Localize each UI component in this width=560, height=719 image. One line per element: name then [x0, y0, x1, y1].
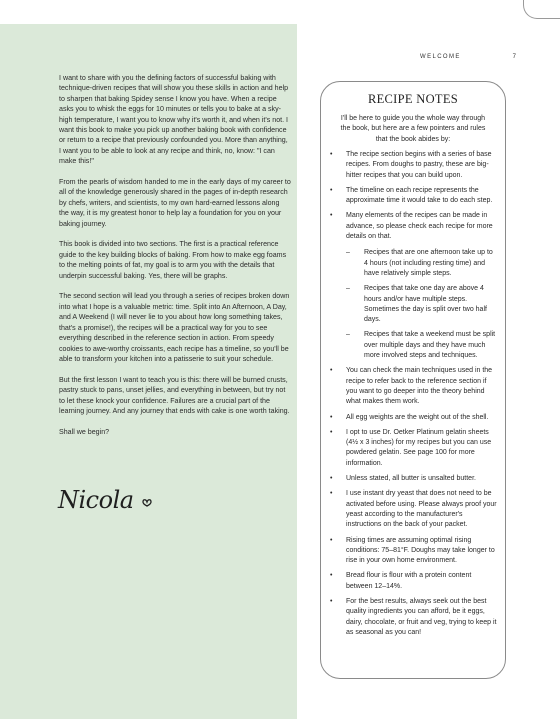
recipe-notes-intro: I'll be here to guide you the whole way through the book, but here are a few pointers and rules that the book abides by: — [340, 115, 486, 143]
page-corner-mark — [523, 0, 560, 19]
note-item — [330, 211, 498, 361]
note-item: • The timeline on each recipe represents the approximate time it would take to do each step. — [330, 186, 498, 207]
signature — [58, 486, 153, 514]
intro-text — [59, 73, 291, 448]
note-item: • Bread flour is flour with a protein content between 12–14%. — [330, 571, 498, 592]
timing-sub-list — [346, 248, 498, 361]
note-item: • All egg weights are the weight out of the shell. — [330, 413, 498, 423]
sub-note-item: – Recipes that are one afternoon take up to 4 hours (not including resting time) and have relatively simple steps. — [346, 248, 498, 279]
intro-paragraph: But the first lesson I want to teach you is this: there will be burned crusts, pastry stuck to pans, unset jellies, and everything in between, but try not to let these knock your confidence. Failures are a crucial part of the learning journey. And any journey that ends with cake is one worth taking. — [59, 375, 290, 415]
intro-paragraph: The second section will lead you through a series of recipes broken down into what I hope is a valuable metric: time. Split into An Afternoon, A Day, and A Weekend (I will never lie to you about how long something takes, that's a promise!), the recipes will be a practical way for you to see everything described in the reference section in action. From speedy cookies to awe-worthy croissants, each recipe has a timeline, so you'll be able to transform your kitchen into a patisserie to suit your schedule. — [59, 292, 290, 363]
note-item: • I opt to use Dr. Oetker Platinum gelatin sheets (4½ x 3 inches) for my recipes but you can use powdered gelatin. See page 100 for more information. — [330, 428, 498, 469]
sub-note-item: – Recipes that take a weekend must be split over multiple days and they have much more involved steps and techniques. — [346, 330, 498, 361]
closing-line: Shall we begin? — [59, 427, 110, 436]
heart-flourish-icon — [141, 496, 153, 508]
recipe-notes-title: RECIPE NOTES — [367, 92, 459, 106]
note-item: • For the best results, always seek out the best quality ingredients you can afford, be it eggs, dairy, chocolate, or fruit and veg, trying to keep it as seasonal as you can! — [330, 597, 498, 638]
running-head — [420, 54, 516, 60]
note-item: • The recipe section begins with a series of base recipes. From doughs to pastry, these are big-hitter recipes that you can build upon. — [330, 150, 498, 181]
note-item: • Rising times are assuming optimal rising conditions: 75–81°F. Doughs may take longer to rise in your own home environment. — [330, 536, 498, 567]
note-item: • Unless stated, all butter is unsalted butter. — [330, 474, 498, 484]
note-item-text: Many elements of the recipes can be made in advance, so please check each recipe for more details on that. — [346, 212, 493, 241]
section-label: WELCOME — [420, 54, 461, 60]
recipe-notes-list — [330, 150, 498, 643]
note-item: • I use instant dry yeast that does not need to be activated before using. Please always proof your yeast according to the manufacturer's instructions on the back of your packet. — [330, 489, 498, 530]
signature-text: Nicola — [58, 486, 134, 514]
note-item: • You can check the main techniques used in the recipe to refer back to the reference section if you want to go deeper into the theory behind what makes them work. — [330, 366, 498, 407]
intro-paragraph: I want to share with you the defining factors of successful baking with technique-driven recipes that will show you these skills in action and help to sharpen that baking Spidey sense I know you have. When a recipe asks you to whisk the eggs for 10 minutes or tells you to bake at a sky-high temperature, I want you to know why it's worth it, and when it's not. I want this book to make you pick up another baking book with confidence or return to a recipe that previously confounded you. More than anything, I want you to be able to look at any recipe and think, no, know: "I can make this!" — [59, 74, 289, 166]
intro-paragraph: From the pearls of wisdom handed to me in the early days of my career to all of the knowledge generously shared in the pages of in-depth research by chefs, writers, and scientists, to my own hard-earned lessons along the way, it is my greatest honor to help lay a foundation for you on your baking journey. — [59, 178, 291, 228]
page-number: 7 — [512, 54, 516, 60]
intro-paragraph: This book is divided into two sections. The first is a practical reference guide to the key building blocks of baking. From how to make egg foams to the melting points of fat, my goal is to arm you with the details that underpin successful baking. Yes, there will be graphs. — [59, 240, 287, 280]
sub-note-item: – Recipes that take one day are above 4 hours and/or have multiple steps. Sometimes the day is split over two half days. — [346, 284, 498, 325]
